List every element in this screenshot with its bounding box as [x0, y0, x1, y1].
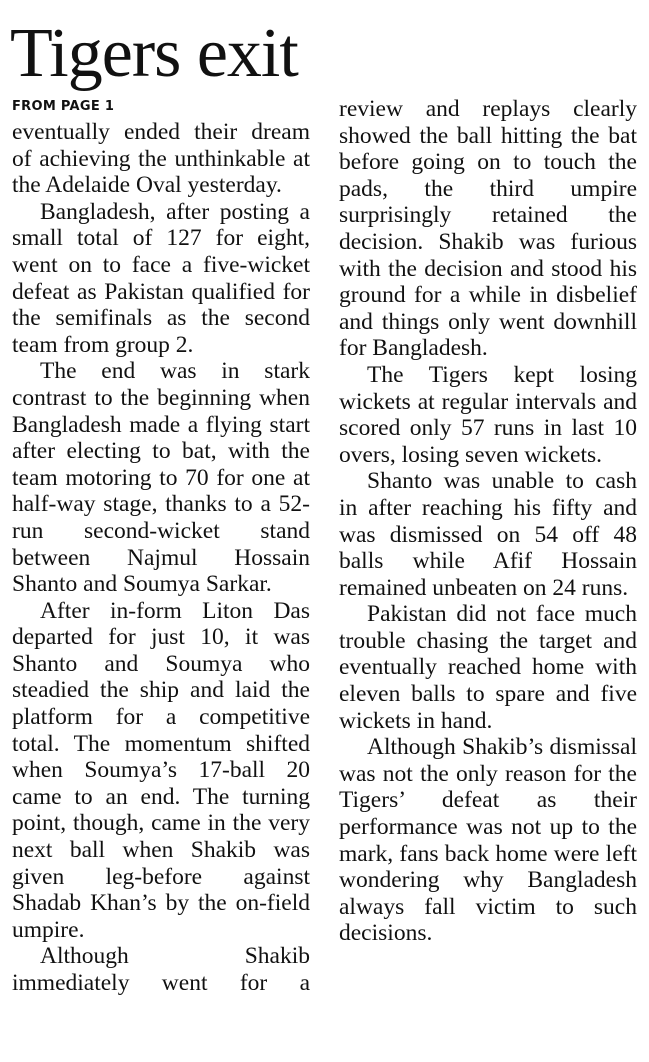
paragraph: The end was in stark contrast to the beginning when Bangladesh made a flying start after electing to bat, with the team motoring to 70 for one at half-way stage, thanks to a 52-run second-wicket stand between Najmul Hossain Shanto and Soumya Sarkar. [12, 358, 310, 598]
paragraph: The Tigers kept losing wickets at regular intervals and scored only 57 runs in last 10 overs, losing seven wickets. [339, 361, 637, 468]
jump-label: FROM PAGE 1 [12, 99, 115, 114]
right-column [339, 96, 637, 947]
paragraph: Pakistan did not face much trouble chasing the target and eventually reached home with eleven balls to spare and five wickets in hand. [339, 601, 637, 734]
paragraph: Although Shakib’s dismissal was not the only reason for the Tigers’ defeat as their performance was not up to the mark, fans back home were left wondering why Bangladesh always fall victim to such decisions. [339, 734, 637, 947]
paragraph: After in-form Liton Das departed for just 10, it was Shanto and Soumya who steadied the ship and laid the platform for a competitive total. The momentum shifted when Soumya’s 17-ball 20 came to an end. The turning point, though, came in the very next ball when Shakib was given leg-before against Shadab Khan’s by the on-field umpire. [12, 597, 310, 943]
left-column [12, 96, 310, 997]
paragraph: Bangladesh, after posting a small total of 127 for eight, went on to face a five-wicket defeat as Pakistan qualified for the semifinals as the second team from group 2. [12, 198, 310, 358]
paragraph: Shanto was unable to cash in after reaching his fifty and was dismissed on 54 off 48 balls while Afif Hossain remained unbeaten on 24 runs. [339, 468, 637, 601]
paragraph: review and replays clearly showed the ball hitting the bat before going on to touch the pads, the third umpire surprisingly retained the decision. Shakib was furious with the decision and stood his ground for a while in disbelief and things only went downhill for Bangladesh. [339, 96, 637, 362]
paragraph: Although Shakib immediately went for a [12, 943, 310, 996]
headline: Tigers exit [10, 15, 298, 92]
paragraph: eventually ended their dream of achieving the unthinkable at the Adelaide Oval yesterday. [12, 119, 310, 199]
